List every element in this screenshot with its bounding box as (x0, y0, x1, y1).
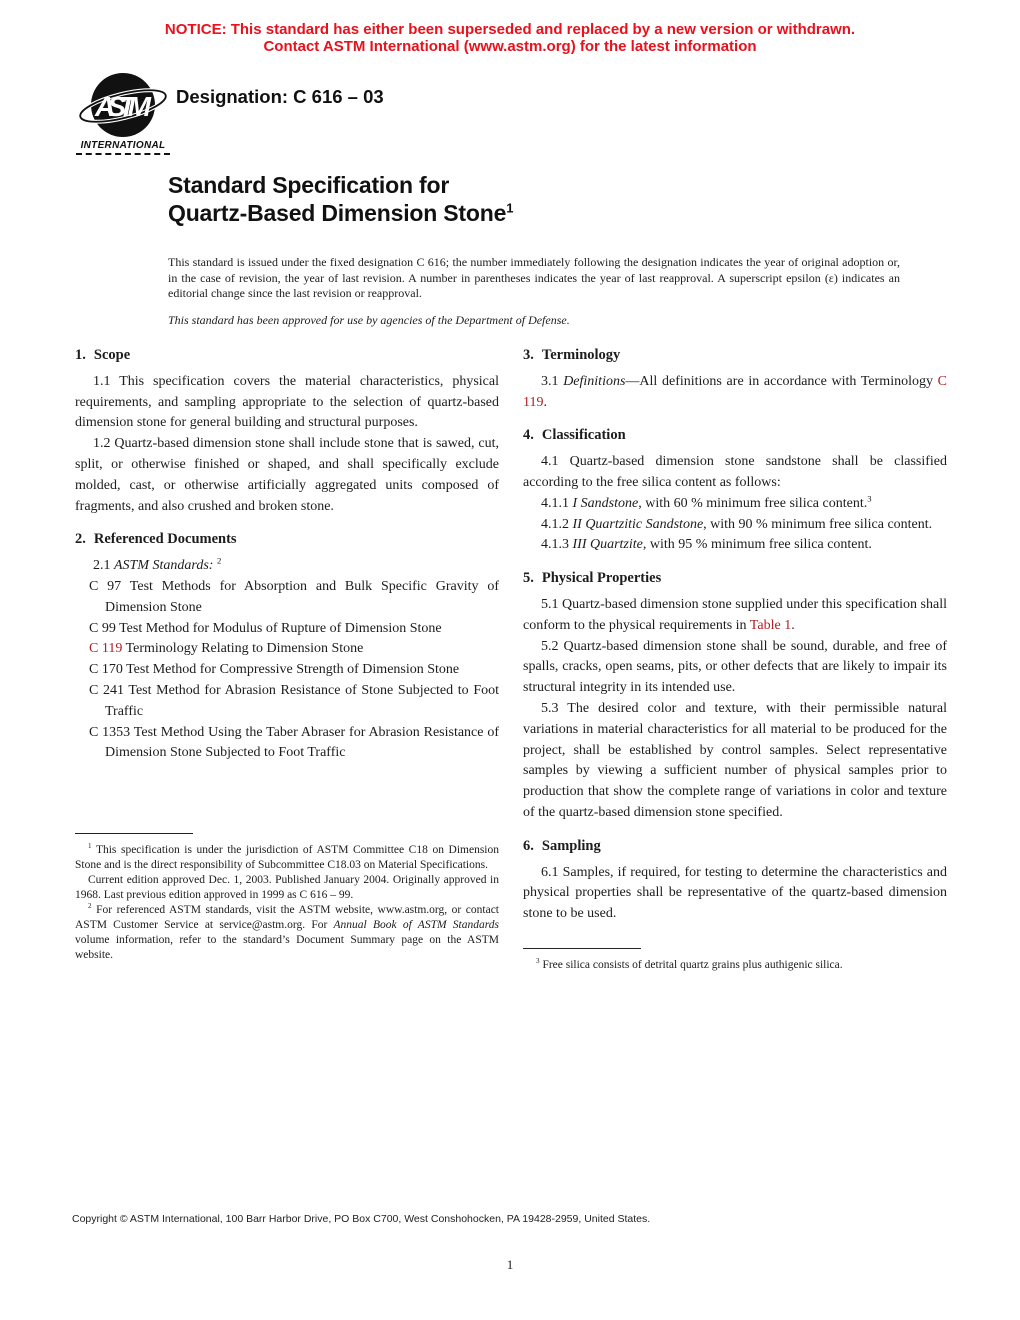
notice-line-2: Contact ASTM International (www.astm.org) for the latest information (263, 37, 757, 55)
paragraph-6-1: 6.1 Samples, if required, for testing to determine the characteristics and physical properties shall be representative of the quartz-based dimension stone to be used. (523, 864, 947, 922)
left-footnotes (75, 833, 499, 963)
document-title (168, 171, 513, 227)
footnote-2: $^2$ For referenced ASTM standards, visit the ASTM website, www.astm.org, or contact ASTM Customer Service at service@astm.org. For Annual Book of ASTM Standards volume information, refer to the standard’s Document Summary page on the ASTM website. (75, 902, 499, 961)
paragraph-4-1-2: 4.1.2 II Quartzitic Sandstone, with 90 % minimum free silica content. (541, 516, 933, 532)
table1-link[interactable]: Table 1 (749, 617, 792, 633)
reference-item-c119: C 119 Terminology Relating to Dimension Stone (89, 641, 364, 657)
title-line-2: Quartz-Based Dimension Stone$^1$ (168, 200, 514, 226)
paragraph-5-2: 5.2 Quartz-based dimension stone shall be sound, durable, and free of spalls, cracks, open seams, pits, or other defects that are likely to impair its structural integrity in its intended use. (523, 638, 947, 696)
reference-item-c99: C 99 Test Method for Modulus of Rupture of Dimension Stone (89, 620, 442, 636)
title-footnote-marker: 1 (506, 200, 514, 216)
issue-statement: This standard is issued under the fixed designation C 616; the number immediately following the designation indicates the year of original adoption or, in the case of revision, the year of last revision. A number in parentheses indicates the year of last reapproval. A superscript epsilon (ε) indicates an editorial change since the last revision or reapproval. (168, 255, 900, 300)
section-references-heading: 2. Referenced Documents (75, 531, 237, 548)
c119-link-terminology[interactable]: C 119 (523, 373, 948, 410)
page-number: 1 (506, 1257, 514, 1272)
paragraph-1-1: 1.1 This specification covers the material characteristics, physical requirements, and sampling appropriate to the selection of quartz-based dimension stone for general building and structural purposes. (75, 373, 499, 431)
footnote-3: $^3$ Free silica consists of detrital quartz grains plus authigenic silica. (536, 957, 843, 971)
paragraph-4-1-1: 4.1.1 I Sandstone, with 60 % minimum free silica content.$^3$ (541, 493, 872, 511)
section-physical-heading: 5. Physical Properties (523, 570, 662, 587)
astm-globe-icon (78, 70, 168, 142)
reference-item-c97: C 97 Test Methods for Absorption and Bulk Specific Gravity of Dimension Stone (89, 578, 499, 615)
designation-text: Designation: C 616 – 03 (176, 86, 384, 107)
withdrawal-notice (0, 22, 1020, 55)
logo-international-text: INTERNATIONAL (76, 140, 170, 155)
paragraph-4-1: 4.1 Quartz-based dimension stone sandstone shall be classified according to the free silica content as follows: (523, 454, 947, 490)
c119-link[interactable]: C 119 (89, 641, 123, 657)
footnote-2-marker: 2 (216, 555, 222, 566)
footnote-1-edition: Current edition approved Dec. 1, 2003. Published January 2004. Originally approved in 1968. Last previous edition approved in 1999 as C 616 – 99. (75, 874, 499, 901)
paragraph-4-1-3: 4.1.3 III Quartzite, with 95 % minimum free silica content. (541, 537, 872, 553)
section-classification-heading: 4. Classification (523, 427, 626, 444)
dod-approval-statement: This standard has been approved for use by agencies of the Department of Defense. (168, 313, 570, 327)
section-sampling-heading: 6. Sampling (523, 837, 601, 854)
paragraph-2-1: 2.1 ASTM Standards: $^2$ (93, 555, 222, 574)
section-scope-heading: 1. Scope (75, 347, 131, 363)
footnote-separator-left (75, 833, 193, 834)
section-terminology-heading: 3. Terminology (523, 347, 621, 363)
logo-astm-text: ASTM (95, 91, 151, 122)
paragraph-3-1: 3.1 Definitions—All definitions are in accordance with Terminology C 119. (523, 373, 948, 410)
paragraph-5-3: 5.3 The desired color and texture, with their permissible natural variations in material characteristics for all material to be produced for the project, shall be established by control samples. Select representative samples by viewing a sufficient number of physical samples prior to production that show the complete range of variations in color and texture of the quartz-based dimension stone specified. (523, 700, 947, 820)
right-column (523, 345, 947, 925)
footnote-separator-right (523, 948, 641, 949)
left-column (75, 345, 499, 764)
title-line-1: Standard Specification for (168, 172, 450, 198)
right-footnotes (523, 948, 947, 973)
notice-line-1: NOTICE: This standard has either been superseded and replaced by a new version or withdrawn. (164, 21, 856, 38)
astm-logo (76, 70, 170, 155)
reference-item-c241: C 241 Test Method for Abrasion Resistance of Stone Subjected to Foot Traffic (89, 682, 499, 719)
paragraph-1-2: 1.2 Quartz-based dimension stone shall include stone that is sawed, cut, split, or otherwise finished or shaped, and shall specifically exclude molded, cast, or otherwise artificially aggregated units composed of fragments, and also crushed and broken stone. (75, 436, 499, 514)
footnote-1: $^1$ This specification is under the jurisdiction of ASTM Committee C18 on Dimension Stone and is the direct responsibility of Subcommittee C18.03 on Material Specifications. (75, 842, 499, 871)
footnote-3-marker: 3 (867, 493, 872, 504)
paragraph-5-1: 5.1 Quartz-based dimension stone supplied under this specification shall conform to the physical requirements in Table 1. (523, 596, 947, 633)
copyright-line: Copyright © ASTM International, 100 Barr Harbor Drive, PO Box C700, West Conshohocken, PA 19428-2959, United States. (72, 1213, 651, 1225)
astm-standards-label: ASTM Standards: (114, 558, 214, 574)
reference-item-c1353: C 1353 Test Method Using the Taber Abraser for Abrasion Resistance of Dimension Stone Subjected to Foot Traffic (89, 724, 499, 761)
reference-item-c170: C 170 Test Method for Compressive Strength of Dimension Stone (89, 662, 460, 678)
